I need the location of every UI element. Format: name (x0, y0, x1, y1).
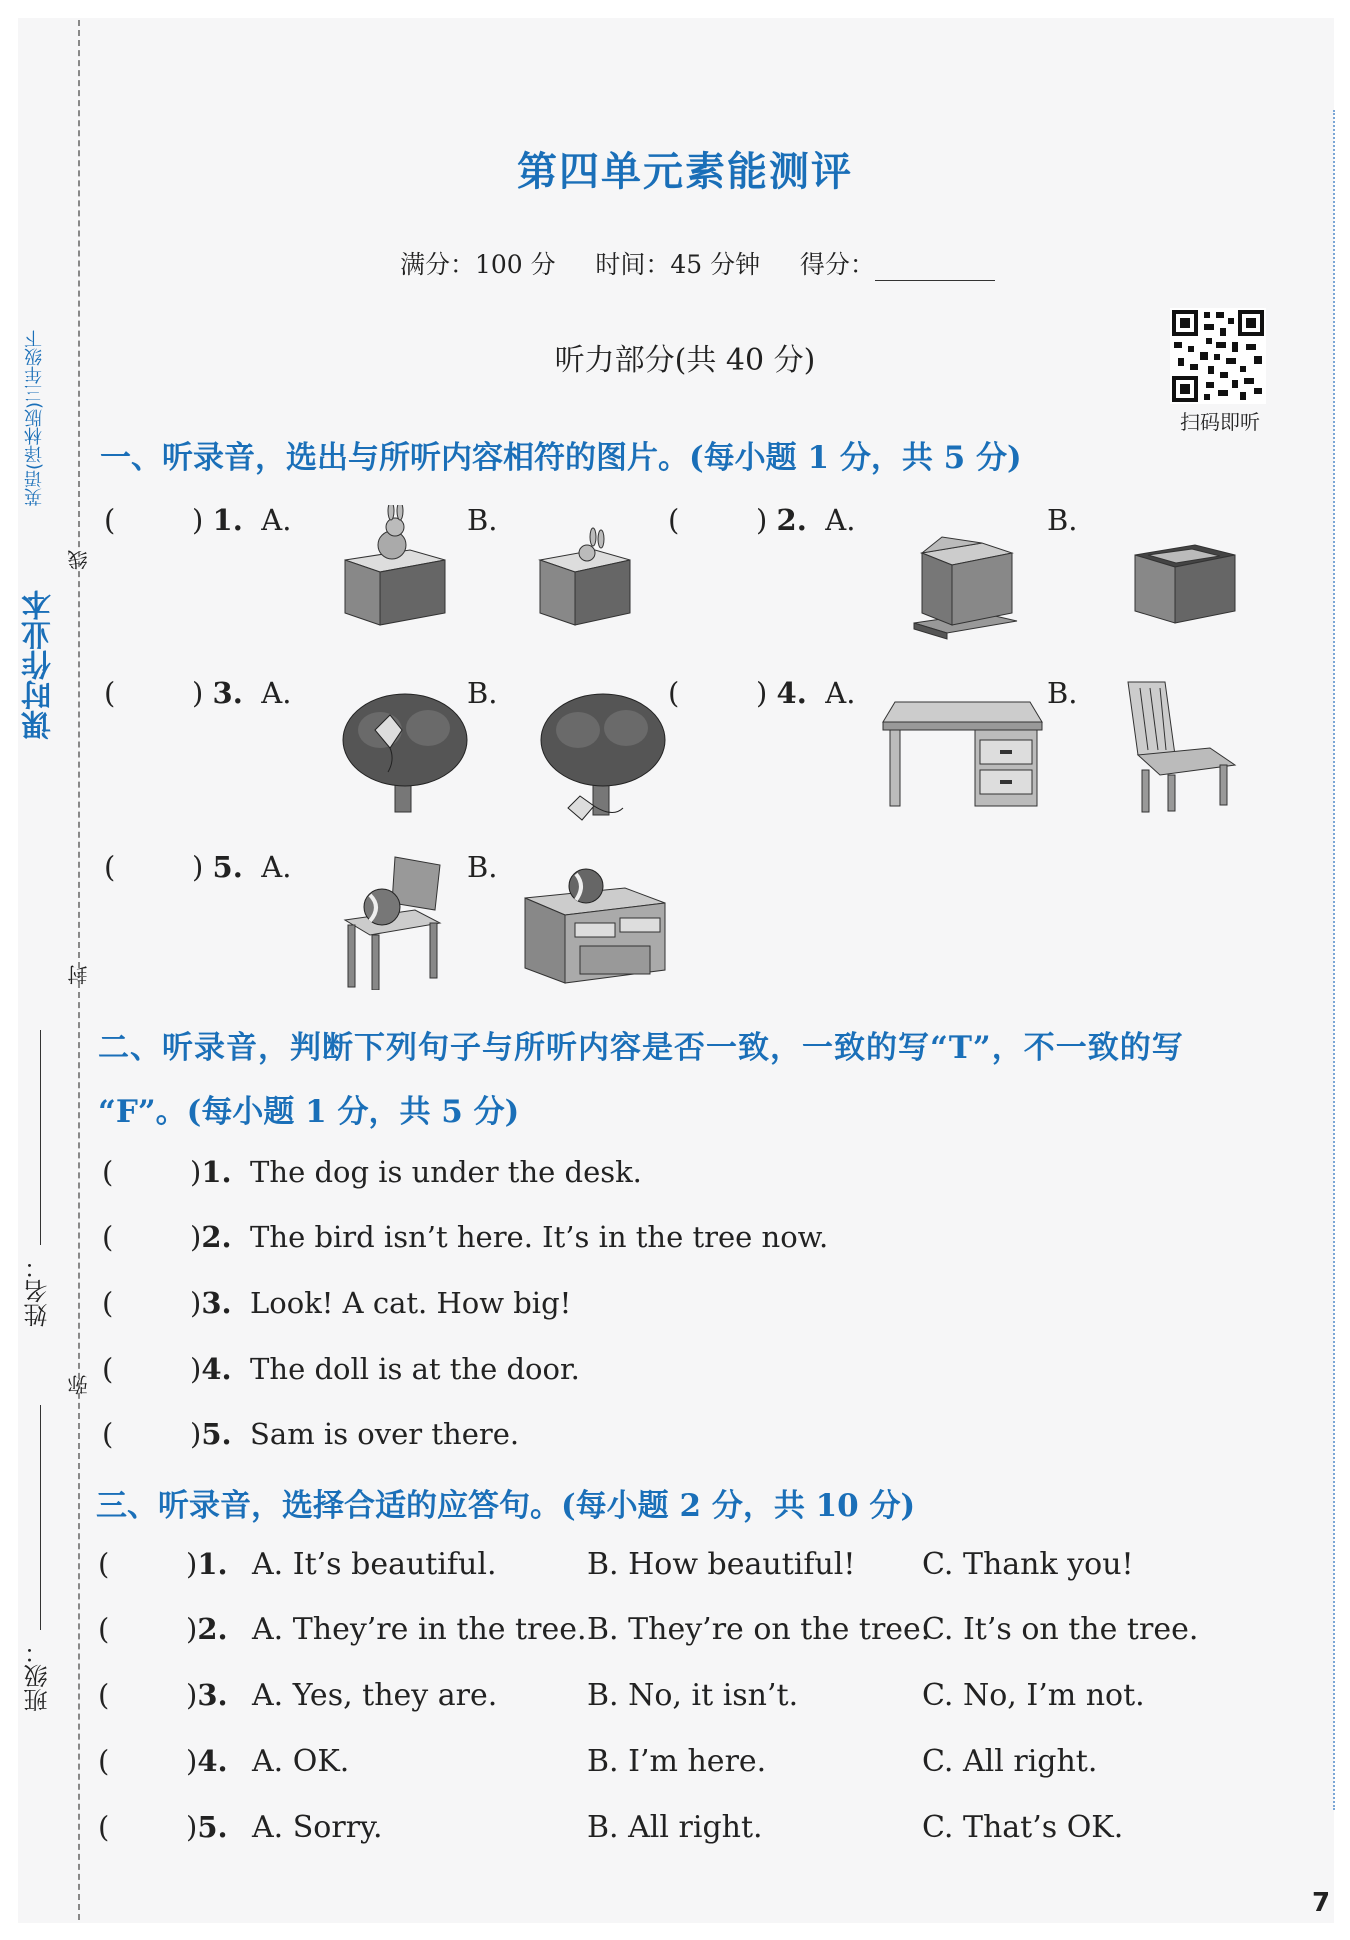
s3-item-4-num: ( )4. (98, 1744, 228, 1778)
section3-heading: 三、听录音，选择合适的应答句。(每小题 2 分，共 10 分) (96, 1488, 916, 1524)
s3-item-1-c: C. Thank you! (922, 1547, 1134, 1582)
desk-icon (880, 700, 1045, 810)
rabbit-in-box-icon (535, 525, 635, 630)
chair-icon (1120, 680, 1240, 815)
kite-in-tree-icon (340, 690, 470, 815)
s3-item-4-c: C. All right. (922, 1744, 1098, 1779)
s3-item-3-c: C. No, I’m not. (922, 1678, 1145, 1713)
s3-item-5-a: A. Sorry. (252, 1810, 383, 1845)
s3-item-1-a: A. It’s beautiful. (252, 1547, 497, 1582)
s1-q2-b-label: B. (1047, 503, 1078, 537)
section2-heading-line1: 二、听录音，判断下列句子与所听内容是否一致，一致的写“T”，不一致的写 (98, 1030, 1184, 1066)
s3-item-2-c: C. It’s on the tree. (922, 1612, 1199, 1647)
name-blank[interactable] (40, 1030, 41, 1245)
s3-item-5-c: C. That’s OK. (922, 1810, 1124, 1845)
s3-item-4-b: B. I’m here. (587, 1744, 767, 1779)
s3-item-3-b: B. No, it isn’t. (587, 1678, 799, 1713)
s3-item-5-b: B. All right. (587, 1810, 763, 1845)
page-number: 7 (1312, 1888, 1331, 1918)
section2-heading-line2: “F”。(每小题 1 分，共 5 分) (98, 1094, 520, 1130)
listening-header: 听力部分(共 40 分) (554, 343, 816, 378)
class-label: 班级： (24, 1640, 52, 1712)
class-blank[interactable] (40, 1405, 41, 1630)
s1-q3: ( ) 3. A. (104, 676, 292, 710)
s3-item-5-num: ( )5. (98, 1810, 228, 1844)
cut-mark-feng: 封 (67, 965, 91, 985)
s3-item-3-a: A. Yes, they are. (252, 1678, 498, 1713)
score-blank[interactable] (875, 256, 995, 281)
s3-item-2-a: A. They’re in the tree. (252, 1612, 587, 1647)
s2-item-1: ( )1. The dog is under the desk. (102, 1155, 642, 1189)
s1-q1-b-label: B. (467, 503, 498, 537)
s1-q5-b-label: B. (467, 850, 498, 884)
s3-item-1-b: B. How beautiful! (587, 1547, 856, 1582)
s2-item-3: ( )3. Look! A cat. How big! (102, 1286, 572, 1320)
s1-q3-b-label: B. (467, 676, 498, 710)
s3-item-3-num: ( )3. (98, 1678, 228, 1712)
qr-caption: 扫码即听 (1180, 410, 1260, 434)
s2-item-4: ( )4. The doll is at the door. (102, 1352, 580, 1386)
s1-q4: ( ) 4. A. (668, 676, 856, 710)
s3-item-2-b: B. They’re on the tree. (587, 1612, 931, 1647)
qr-code-icon[interactable] (1170, 308, 1266, 404)
s2-item-2: ( )2. The bird isn’t here. It’s in the tree now. (102, 1220, 829, 1254)
time-limit: 时间：45 分钟 (595, 250, 761, 279)
s3-item-2-num: ( )2. (98, 1612, 228, 1646)
book-subtitle: 英语(译林版)三年级下 (24, 330, 45, 507)
s1-q1: ( ) 1. A. (104, 503, 292, 537)
s3-item-4-a: A. OK. (252, 1744, 350, 1779)
score-label: 得分： (799, 250, 875, 279)
rabbit-on-box-icon (340, 505, 450, 630)
score-info (400, 245, 995, 281)
s1-q4-b-label: B. (1047, 676, 1078, 710)
box-on-book-icon (912, 535, 1022, 640)
ball-on-desk-icon (520, 858, 670, 988)
cut-mark-mi: 弥 (67, 1375, 91, 1395)
section1-heading: 一、听录音，选出与所听内容相符的图片。(每小题 1 分，共 5 分) (100, 440, 1022, 476)
s3-item-1-num: ( )1. (98, 1547, 228, 1581)
ball-on-chair-icon (340, 855, 455, 990)
s1-q5: ( ) 5. A. (104, 850, 292, 884)
s2-item-5: ( )5. Sam is over there. (102, 1417, 520, 1451)
s1-q2: ( ) 2. A. (668, 503, 856, 537)
name-label: 姓名： (24, 1255, 52, 1327)
kite-under-tree-icon (538, 690, 668, 825)
cut-mark-xian: 线 (67, 550, 91, 570)
brand-logo: 课时作业本 (22, 590, 57, 740)
page-title: 第四单元素能测评 (517, 148, 853, 195)
full-score: 满分：100 分 (400, 250, 556, 279)
open-box-icon (1130, 535, 1240, 625)
